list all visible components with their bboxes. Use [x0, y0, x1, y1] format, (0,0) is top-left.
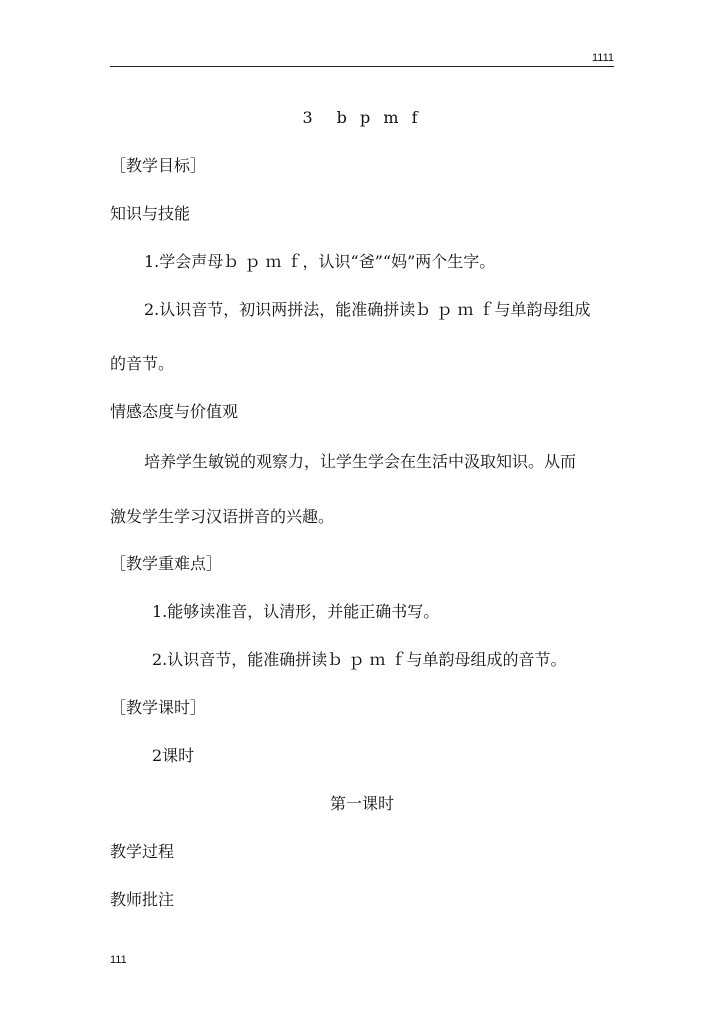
- keypoints-heading: ［教学重难点］: [110, 554, 223, 573]
- lesson-heading: 第一课时: [329, 794, 394, 813]
- knowledge-item-1: 1.学会声母ｂ ｐ ｍ ｆ，认识“爸”“妈”两个生字。: [144, 252, 496, 271]
- keypoint-1: 1.能够读准音，认清形，并能正确书写。: [152, 602, 440, 621]
- footer-page-number: 111: [110, 954, 127, 966]
- knowledge-heading: 知识与技能: [110, 204, 191, 223]
- attitude-text: 培养学生敏锐的观察力，让学生学会在生活中汲取知识。从而: [144, 452, 577, 471]
- header-page-number: 1111: [591, 52, 614, 64]
- attitude-text-continued: 激发学生学习汉语拼音的兴趣。: [110, 507, 335, 526]
- attitude-heading: 情感态度与价值观: [110, 402, 239, 421]
- header-rule: [110, 66, 614, 67]
- keypoint-2: 2.认识音节，能准确拼读ｂ ｐ ｍ ｆ与单韵母组成的音节。: [152, 650, 567, 669]
- hours-value: 2课时: [152, 746, 195, 765]
- lesson-title: 3 b p m f: [302, 108, 422, 127]
- hours-heading: ［教学课时］: [110, 698, 207, 717]
- process-heading: 教学过程: [110, 842, 175, 861]
- objectives-heading: ［教学目标］: [110, 156, 207, 175]
- notes-heading: 教师批注: [110, 890, 175, 909]
- knowledge-item-2-continued: 的音节。: [110, 354, 175, 373]
- knowledge-item-2: 2.认识音节，初识两拼法，能准确拼读ｂ ｐ ｍ ｆ与单韵母组成: [144, 300, 591, 319]
